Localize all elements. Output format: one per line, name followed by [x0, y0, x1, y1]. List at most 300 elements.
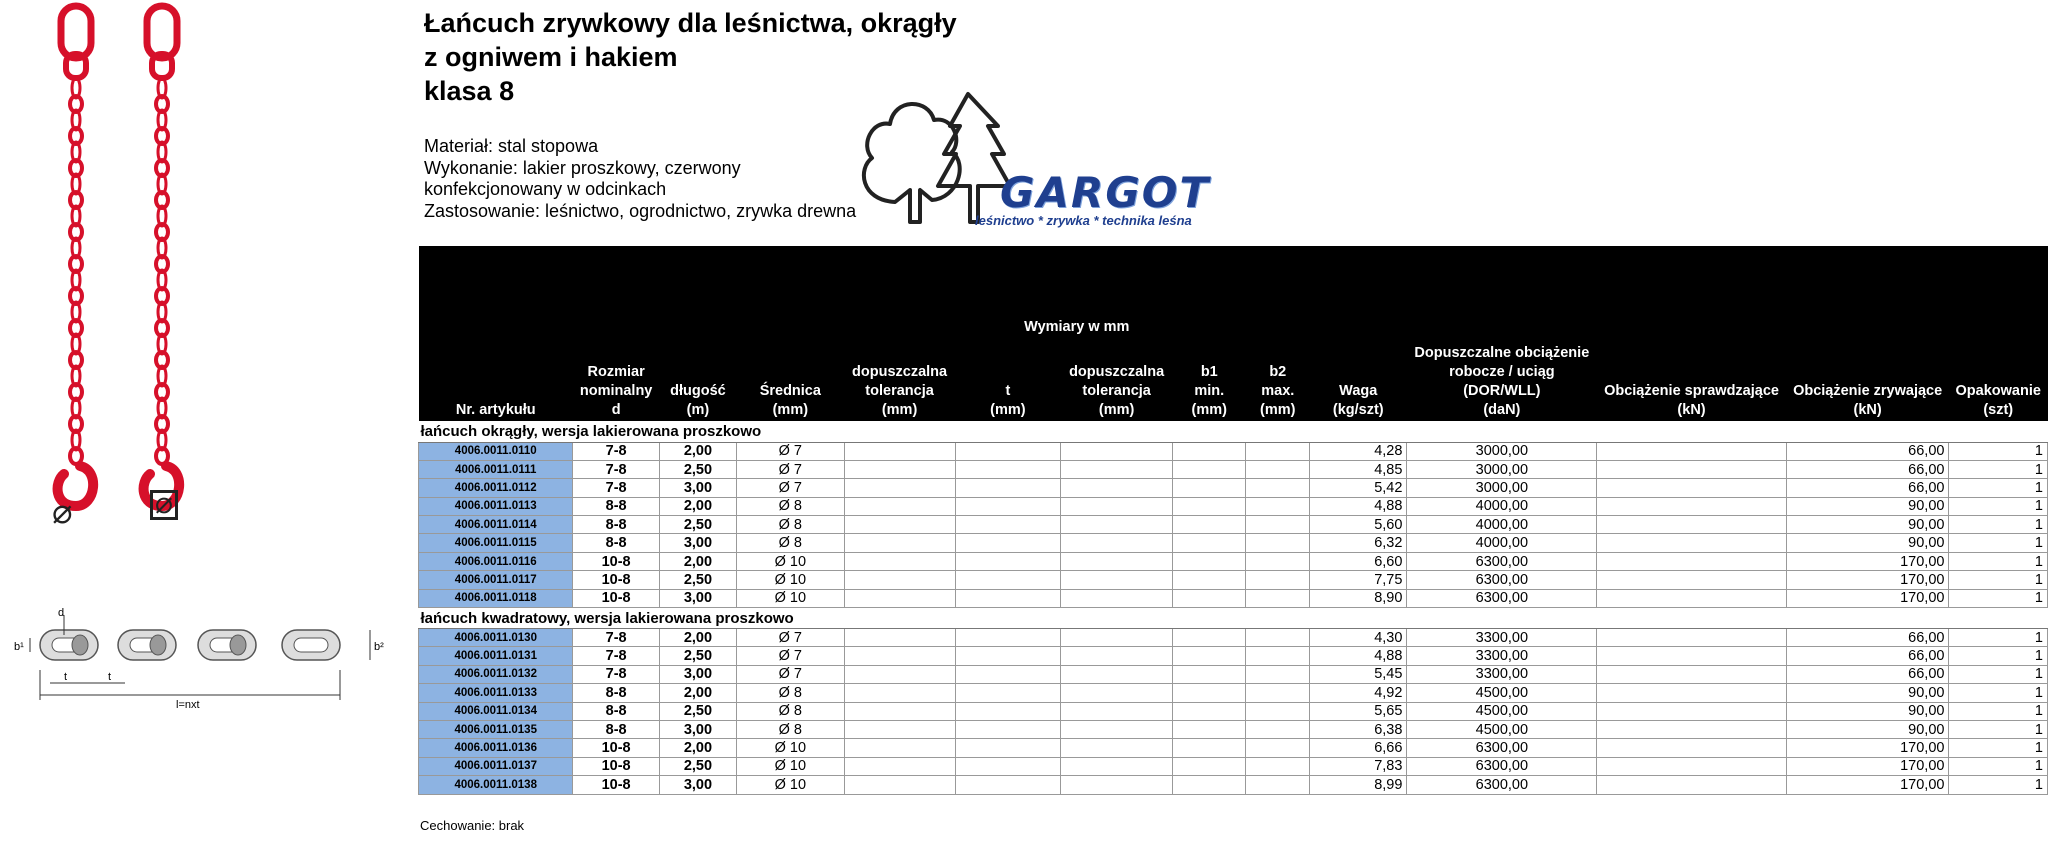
cell-diameter: Ø 7 [737, 665, 844, 683]
cell-b1 [1173, 479, 1246, 497]
round-chain-image [58, 6, 94, 506]
cell-wll: 3000,00 [1407, 479, 1597, 497]
cell-tolerance-2 [1061, 442, 1173, 460]
cell-breaking-load: 170,00 [1786, 776, 1949, 794]
cell-tolerance-1 [844, 442, 955, 460]
cell-tolerance-2 [1061, 684, 1173, 702]
cell-diameter: Ø 8 [737, 684, 844, 702]
col-length: długość (m) [659, 338, 736, 421]
col-article: Nr. artykułu [419, 338, 573, 421]
table-row [419, 647, 2048, 665]
cell-breaking-load: 90,00 [1786, 497, 1949, 515]
cell-diameter: Ø 7 [737, 629, 844, 647]
cell-size: 8-8 [573, 720, 659, 738]
cell-t [955, 702, 1061, 720]
cell-wll: 4000,00 [1407, 497, 1597, 515]
cell-length: 2,50 [659, 460, 736, 478]
cell-breaking-load: 66,00 [1786, 442, 1949, 460]
cell-packaging: 1 [1949, 757, 2048, 775]
cell-diameter: Ø 10 [737, 776, 844, 794]
cell-b2 [1246, 629, 1310, 647]
cell-proof-load [1597, 665, 1787, 683]
cell-b2 [1246, 757, 1310, 775]
cell-size: 10-8 [573, 739, 659, 757]
cell-tolerance-1 [844, 629, 955, 647]
cell-article: 4006.0011.0132 [419, 665, 573, 683]
cell-proof-load [1597, 776, 1787, 794]
title-line-1: Łańcuch zrywkowy dla leśnictwa, okrągły [424, 8, 957, 38]
cell-length: 2,00 [659, 684, 736, 702]
diagram-length-label: l=nxt [176, 699, 200, 710]
cell-proof-load [1597, 534, 1787, 552]
cell-article: 4006.0011.0114 [419, 516, 573, 534]
cell-length: 2,00 [659, 442, 736, 460]
section-header-row [419, 608, 2048, 629]
cell-packaging: 1 [1949, 534, 2048, 552]
cell-tolerance-2 [1061, 629, 1173, 647]
cell-b2 [1246, 516, 1310, 534]
chain-dimension-diagram [0, 600, 400, 710]
table-row [419, 497, 2048, 515]
cell-tolerance-1 [844, 665, 955, 683]
cell-breaking-load: 66,00 [1786, 665, 1949, 683]
cell-article: 4006.0011.0130 [419, 629, 573, 647]
table-row [419, 702, 2048, 720]
section-title: łańcuch okrągły, wersja lakierowana proszkowo [419, 421, 2048, 442]
cell-proof-load [1597, 589, 1787, 607]
table-row [419, 739, 2048, 757]
cell-wll: 6300,00 [1407, 552, 1597, 570]
cell-proof-load [1597, 629, 1787, 647]
cell-b1 [1173, 739, 1246, 757]
product-info [424, 136, 856, 222]
cell-tolerance-2 [1061, 720, 1173, 738]
cell-breaking-load: 170,00 [1786, 739, 1949, 757]
cell-b1 [1173, 571, 1246, 589]
cell-tolerance-2 [1061, 571, 1173, 589]
diagram-d-label: d [58, 607, 65, 619]
cell-breaking-load: 90,00 [1786, 534, 1949, 552]
cell-length: 2,00 [659, 629, 736, 647]
cell-wll: 4500,00 [1407, 702, 1597, 720]
cell-wll: 4500,00 [1407, 684, 1597, 702]
cell-size: 10-8 [573, 776, 659, 794]
table-row [419, 776, 2048, 794]
cell-breaking-load: 90,00 [1786, 702, 1949, 720]
cell-b2 [1246, 665, 1310, 683]
cell-b1 [1173, 589, 1246, 607]
cell-article: 4006.0011.0112 [419, 479, 573, 497]
cell-breaking-load: 90,00 [1786, 684, 1949, 702]
info-material: Materiał: stal stopowa [424, 136, 599, 156]
cell-diameter: Ø 8 [737, 702, 844, 720]
cell-weight: 4,92 [1310, 684, 1407, 702]
cell-tolerance-2 [1061, 516, 1173, 534]
cell-packaging: 1 [1949, 739, 2048, 757]
cell-size: 8-8 [573, 684, 659, 702]
cell-b2 [1246, 460, 1310, 478]
cell-b2 [1246, 442, 1310, 460]
cell-t [955, 571, 1061, 589]
cell-article: 4006.0011.0134 [419, 702, 573, 720]
cell-b2 [1246, 479, 1310, 497]
cell-article: 4006.0011.0133 [419, 684, 573, 702]
cell-size: 10-8 [573, 589, 659, 607]
cell-proof-load [1597, 442, 1787, 460]
cell-tolerance-1 [844, 647, 955, 665]
cell-wll: 6300,00 [1407, 571, 1597, 589]
cell-article: 4006.0011.0110 [419, 442, 573, 460]
cell-length: 2,50 [659, 516, 736, 534]
cell-t [955, 757, 1061, 775]
cell-article: 4006.0011.0118 [419, 589, 573, 607]
cell-wll: 3300,00 [1407, 665, 1597, 683]
cell-length: 3,00 [659, 534, 736, 552]
cell-breaking-load: 170,00 [1786, 552, 1949, 570]
cell-tolerance-1 [844, 702, 955, 720]
cell-tolerance-2 [1061, 552, 1173, 570]
cell-breaking-load: 170,00 [1786, 589, 1949, 607]
cell-t [955, 534, 1061, 552]
spec-table [418, 246, 2048, 795]
cell-length: 3,00 [659, 720, 736, 738]
cell-length: 2,50 [659, 571, 736, 589]
cell-length: 2,50 [659, 647, 736, 665]
cell-weight: 6,66 [1310, 739, 1407, 757]
section-title: łańcuch kwadratowy, wersja lakierowana proszkowo [419, 608, 2048, 629]
table-header [419, 246, 2048, 421]
cell-diameter: Ø 10 [737, 757, 844, 775]
cell-tolerance-2 [1061, 776, 1173, 794]
cell-b1 [1173, 684, 1246, 702]
cell-b2 [1246, 571, 1310, 589]
cell-proof-load [1597, 460, 1787, 478]
cell-wll: 6300,00 [1407, 589, 1597, 607]
cell-article: 4006.0011.0113 [419, 497, 573, 515]
cell-weight: 6,38 [1310, 720, 1407, 738]
cell-packaging: 1 [1949, 516, 2048, 534]
cell-diameter: Ø 8 [737, 720, 844, 738]
table-row [419, 571, 2048, 589]
section-header-row [419, 421, 2048, 442]
title-line-2: z ogniwem i hakiem [424, 42, 678, 72]
table-row [419, 442, 2048, 460]
cell-size: 8-8 [573, 516, 659, 534]
cell-article: 4006.0011.0115 [419, 534, 573, 552]
info-finish: Wykonanie: lakier proszkowy, czerwony [424, 157, 741, 178]
col-b2: b2 max. (mm) [1246, 338, 1310, 421]
cell-tolerance-2 [1061, 589, 1173, 607]
cell-tolerance-2 [1061, 739, 1173, 757]
cell-packaging: 1 [1949, 665, 2048, 683]
cell-b2 [1246, 647, 1310, 665]
cell-proof-load [1597, 479, 1787, 497]
cell-tolerance-2 [1061, 702, 1173, 720]
cell-diameter: Ø 8 [737, 534, 844, 552]
col-size: Rozmiar nominalny d [573, 338, 659, 421]
cell-tolerance-1 [844, 534, 955, 552]
cell-proof-load [1597, 571, 1787, 589]
cell-size: 10-8 [573, 757, 659, 775]
cell-tolerance-2 [1061, 647, 1173, 665]
cell-packaging: 1 [1949, 720, 2048, 738]
cell-weight: 4,88 [1310, 497, 1407, 515]
cell-wll: 4000,00 [1407, 516, 1597, 534]
cell-b1 [1173, 720, 1246, 738]
footer-note: Cechowanie: brak [420, 818, 525, 833]
table-row [419, 460, 2048, 478]
cell-breaking-load: 66,00 [1786, 629, 1949, 647]
cell-size: 7-8 [573, 479, 659, 497]
cell-proof-load [1597, 552, 1787, 570]
col-breaking-load: Obciążenie zrywające (kN) [1786, 338, 1949, 421]
cell-diameter: Ø 7 [737, 479, 844, 497]
cell-tolerance-2 [1061, 534, 1173, 552]
col-proof-load: Obciążenie sprawdzające (kN) [1597, 338, 1787, 421]
cell-article: 4006.0011.0111 [419, 460, 573, 478]
cell-t [955, 497, 1061, 515]
cell-t [955, 739, 1061, 757]
cell-wll: 4000,00 [1407, 534, 1597, 552]
cell-t [955, 720, 1061, 738]
cell-b2 [1246, 589, 1310, 607]
table-row [419, 629, 2048, 647]
cell-weight: 5,45 [1310, 665, 1407, 683]
cell-length: 2,00 [659, 552, 736, 570]
cell-b1 [1173, 647, 1246, 665]
col-b1: b1 min. (mm) [1173, 338, 1246, 421]
table-row [419, 589, 2048, 607]
cell-t [955, 665, 1061, 683]
cell-t [955, 460, 1061, 478]
cell-b1 [1173, 534, 1246, 552]
cell-tolerance-2 [1061, 479, 1173, 497]
cell-tolerance-1 [844, 739, 955, 757]
col-tolerance-2: dopuszczalna tolerancja (mm) [1061, 338, 1173, 421]
cell-wll: 3300,00 [1407, 647, 1597, 665]
cell-packaging: 1 [1949, 571, 2048, 589]
cell-article: 4006.0011.0116 [419, 552, 573, 570]
cell-b1 [1173, 497, 1246, 515]
cell-b2 [1246, 702, 1310, 720]
cell-weight: 6,60 [1310, 552, 1407, 570]
cell-length: 2,00 [659, 739, 736, 757]
diagram-t2-label: t [108, 671, 112, 683]
cell-wll: 6300,00 [1407, 776, 1597, 794]
cell-tolerance-1 [844, 516, 955, 534]
cell-proof-load [1597, 516, 1787, 534]
cell-length: 3,00 [659, 665, 736, 683]
cell-weight: 8,99 [1310, 776, 1407, 794]
cell-diameter: Ø 10 [737, 571, 844, 589]
cell-size: 7-8 [573, 665, 659, 683]
cell-packaging: 1 [1949, 497, 2048, 515]
cell-diameter: Ø 10 [737, 552, 844, 570]
diagram-b1-label: b¹ [14, 641, 24, 653]
cell-b1 [1173, 442, 1246, 460]
cell-wll: 3000,00 [1407, 460, 1597, 478]
cell-tolerance-1 [844, 589, 955, 607]
cell-weight: 6,32 [1310, 534, 1407, 552]
title-line-3: klasa 8 [424, 76, 515, 106]
cell-packaging: 1 [1949, 460, 2048, 478]
cell-tolerance-1 [844, 497, 955, 515]
cell-t [955, 516, 1061, 534]
cell-packaging: 1 [1949, 684, 2048, 702]
cell-article: 4006.0011.0137 [419, 757, 573, 775]
cell-packaging: 1 [1949, 442, 2048, 460]
cell-proof-load [1597, 647, 1787, 665]
cell-b1 [1173, 702, 1246, 720]
cell-length: 3,00 [659, 589, 736, 607]
cell-size: 8-8 [573, 702, 659, 720]
cell-proof-load [1597, 720, 1787, 738]
cell-b2 [1246, 497, 1310, 515]
cell-breaking-load: 90,00 [1786, 516, 1949, 534]
cell-tolerance-1 [844, 684, 955, 702]
cell-tolerance-1 [844, 460, 955, 478]
table-row [419, 665, 2048, 683]
cell-tolerance-1 [844, 757, 955, 775]
diagram-t1-label: t [64, 671, 68, 683]
cell-diameter: Ø 7 [737, 460, 844, 478]
cell-weight: 4,30 [1310, 629, 1407, 647]
cell-t [955, 647, 1061, 665]
cell-size: 10-8 [573, 571, 659, 589]
cell-size: 7-8 [573, 629, 659, 647]
cell-b2 [1246, 720, 1310, 738]
col-diameter: Średnica (mm) [737, 338, 844, 421]
cell-packaging: 1 [1949, 647, 2048, 665]
cell-tolerance-1 [844, 720, 955, 738]
cell-b2 [1246, 739, 1310, 757]
cell-article: 4006.0011.0135 [419, 720, 573, 738]
cell-b1 [1173, 665, 1246, 683]
diagram-b2-label: b² [374, 641, 384, 653]
cell-weight: 5,65 [1310, 702, 1407, 720]
cell-proof-load [1597, 702, 1787, 720]
cell-size: 8-8 [573, 497, 659, 515]
table-row [419, 516, 2048, 534]
cell-t [955, 776, 1061, 794]
cell-tolerance-2 [1061, 665, 1173, 683]
cell-t [955, 552, 1061, 570]
cell-proof-load [1597, 497, 1787, 515]
col-packaging: Opakowanie (szt) [1949, 338, 2048, 421]
cell-proof-load [1597, 739, 1787, 757]
cell-breaking-load: 170,00 [1786, 757, 1949, 775]
square-chain-symbol: ⌀ [150, 490, 178, 520]
cell-wll: 4500,00 [1407, 720, 1597, 738]
cell-diameter: Ø 8 [737, 497, 844, 515]
cell-tolerance-1 [844, 571, 955, 589]
cell-wll: 3000,00 [1407, 442, 1597, 460]
table-body [419, 421, 2048, 794]
cell-size: 7-8 [573, 647, 659, 665]
cell-packaging: 1 [1949, 702, 2048, 720]
cell-b1 [1173, 552, 1246, 570]
cell-breaking-load: 66,00 [1786, 479, 1949, 497]
cell-tolerance-1 [844, 552, 955, 570]
cell-packaging: 1 [1949, 776, 2048, 794]
cell-tolerance-1 [844, 776, 955, 794]
chain-illustration [0, 0, 240, 560]
cell-diameter: Ø 7 [737, 647, 844, 665]
table-row [419, 479, 2048, 497]
cell-t [955, 684, 1061, 702]
cell-weight: 7,75 [1310, 571, 1407, 589]
cell-t [955, 479, 1061, 497]
cell-article: 4006.0011.0138 [419, 776, 573, 794]
cell-t [955, 589, 1061, 607]
col-tolerance-1: dopuszczalna tolerancja (mm) [844, 338, 955, 421]
cell-wll: 3300,00 [1407, 629, 1597, 647]
cell-weight: 4,28 [1310, 442, 1407, 460]
col-wll: Dopuszczalne obciążenie robocze / uciąg (DOR/WLL) (daN) [1407, 338, 1597, 421]
cell-diameter: Ø 8 [737, 516, 844, 534]
cell-length: 2,50 [659, 757, 736, 775]
cell-packaging: 1 [1949, 552, 2048, 570]
info-usage: Zastosowanie: leśnictwo, ogrodnictwo, zrywka drewna [424, 200, 857, 221]
cell-length: 3,00 [659, 479, 736, 497]
cell-size: 7-8 [573, 442, 659, 460]
cell-proof-load [1597, 757, 1787, 775]
cell-diameter: Ø 10 [737, 739, 844, 757]
cell-b1 [1173, 460, 1246, 478]
cell-tolerance-2 [1061, 757, 1173, 775]
cell-length: 2,00 [659, 497, 736, 515]
cell-proof-load [1597, 684, 1787, 702]
cell-packaging: 1 [1949, 589, 2048, 607]
table-row [419, 720, 2048, 738]
cell-wll: 6300,00 [1407, 739, 1597, 757]
cell-size: 10-8 [573, 552, 659, 570]
cell-breaking-load: 170,00 [1786, 571, 1949, 589]
cell-weight: 4,88 [1310, 647, 1407, 665]
cell-b1 [1173, 776, 1246, 794]
cell-b2 [1246, 534, 1310, 552]
cell-packaging: 1 [1949, 629, 2048, 647]
cell-tolerance-2 [1061, 497, 1173, 515]
cell-wll: 6300,00 [1407, 757, 1597, 775]
cell-b1 [1173, 757, 1246, 775]
cell-tolerance-1 [844, 479, 955, 497]
cell-weight: 7,83 [1310, 757, 1407, 775]
logo-tagline: leśnictwo * zrywka * technika leśna [975, 213, 1192, 228]
cell-diameter: Ø 10 [737, 589, 844, 607]
table-row [419, 684, 2048, 702]
cell-tolerance-2 [1061, 460, 1173, 478]
round-chain-symbol: ⌀ [52, 493, 73, 531]
logo-name: GARGOT [1000, 168, 1211, 217]
cell-weight: 5,42 [1310, 479, 1407, 497]
square-chain-image [144, 6, 180, 506]
cell-article: 4006.0011.0131 [419, 647, 573, 665]
group-header-dimensions: Wymiary w mm [844, 303, 1310, 338]
info-packaging: konfekcjonowany w odcinkach [424, 179, 667, 199]
cell-weight: 4,85 [1310, 460, 1407, 478]
cell-breaking-load: 90,00 [1786, 720, 1949, 738]
cell-length: 3,00 [659, 776, 736, 794]
table-row [419, 757, 2048, 775]
col-t: t (mm) [955, 338, 1061, 421]
cell-size: 7-8 [573, 460, 659, 478]
cell-t [955, 629, 1061, 647]
cell-diameter: Ø 7 [737, 442, 844, 460]
cell-weight: 5,60 [1310, 516, 1407, 534]
cell-b1 [1173, 516, 1246, 534]
cell-b2 [1246, 776, 1310, 794]
